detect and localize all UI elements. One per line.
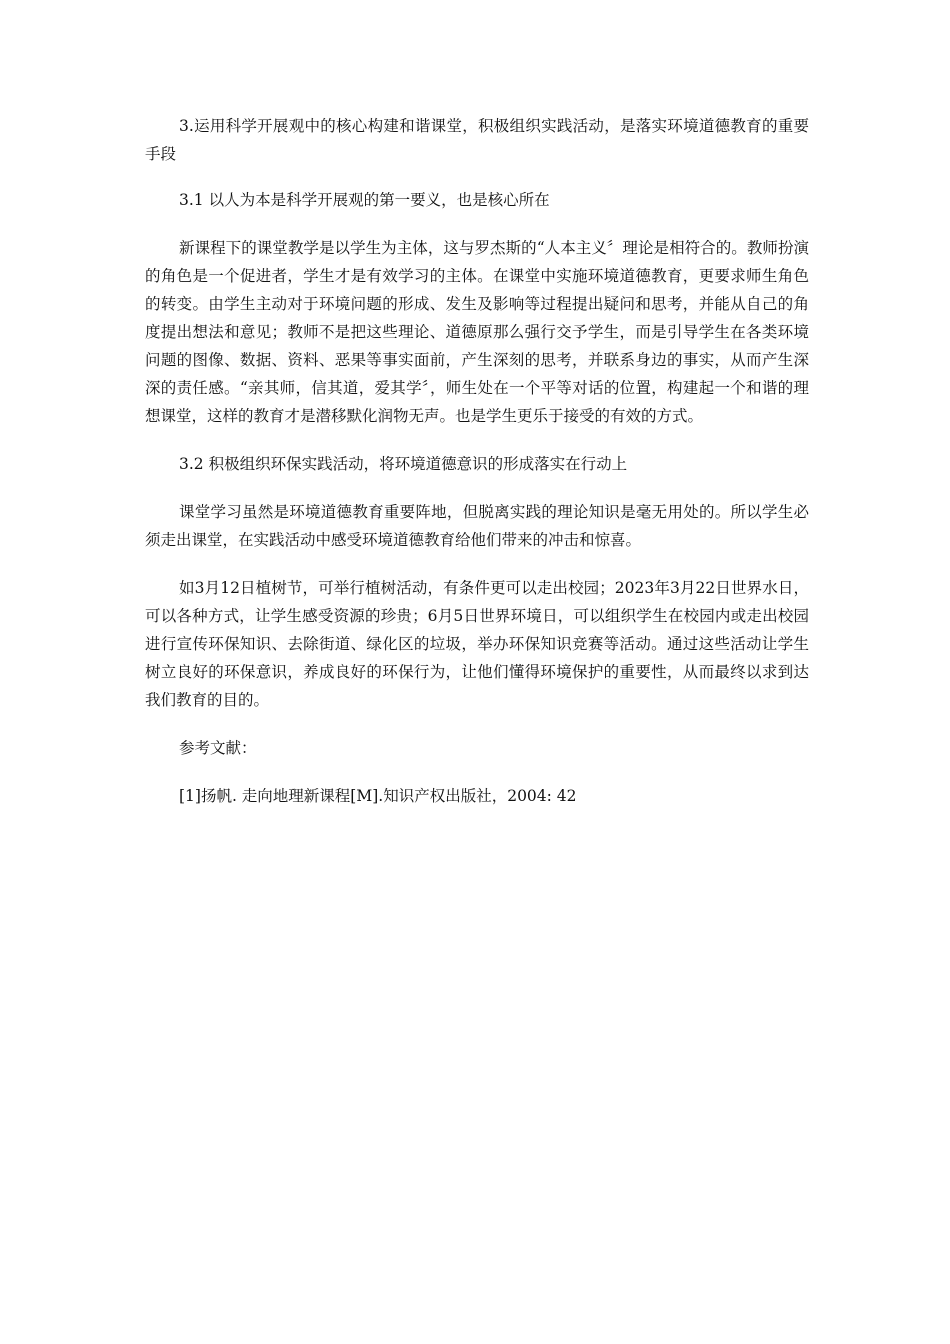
references-label: 参考文献：: [179, 739, 257, 757]
section-3-2-heading: 3.2 积极组织环保实践活动，将环境道德意识的形成落实在行动上: [179, 455, 628, 473]
section-3-1-heading: 3.1 以人为本是科学开展观的第一要义，也是核心所在: [179, 191, 550, 209]
reference-item: [1]扬帆. 走向地理新课程[M].知识产权出版社，2004: 42: [179, 787, 577, 805]
section-3-1-paragraph: 新课程下的课堂教学是以学生为主体，这与罗杰斯的“人本主义〞理论是相符合的。教师扮演的角色是一个促进者，学生才是有效学习的主体。在课堂中实施环境道德教育，更要求师生角色的转变。由学生主动对于环境问题的形成、发生及影响等过程提出疑问和思考，并能从自己的角度提出想法和意见；教师不是把这些理论、道德原那么强行交予学生，而是引导学生在各类环境问题的图像、数据、资料、恶果等事实面前，产生深刻的思考，并联系身边的事实，从而产生深深的责任感。“亲其师，信其道，爱其学〞，师生处在一个平等对话的位置，构建起一个和谐的理想课堂，这样的教育才是潜移默化润物无声。也是学生更乐于接受的有效的方式。: [145, 239, 809, 425]
section-3-heading: 3.运用科学开展观中的核心构建和谐课堂，积极组织实践活动，是落实环境道德教育的重要手段: [145, 117, 809, 163]
document-page: [145, 112, 809, 810]
section-3-2-paragraph-1: 课堂学习虽然是环境道德教育重要阵地，但脱离实践的理论知识是毫无用处的。所以学生必须走出课堂，在实践活动中感受环境道德教育给他们带来的冲击和惊喜。: [145, 503, 809, 549]
section-3-2-paragraph-2: 如3月12日植树节，可举行植树活动，有条件更可以走出校园；2023年3月22日世界水日，可以各种方式，让学生感受资源的珍贵；6月5日世界环境日，可以组织学生在校园内或走出校园进行宣传环保知识、去除街道、绿化区的垃圾，举办环保知识竞赛等活动。通过这些活动让学生树立良好的环保意识，养成良好的环保行为，让他们懂得环境保护的重要性，从而最终以求到达我们教育的目的。: [145, 579, 809, 709]
